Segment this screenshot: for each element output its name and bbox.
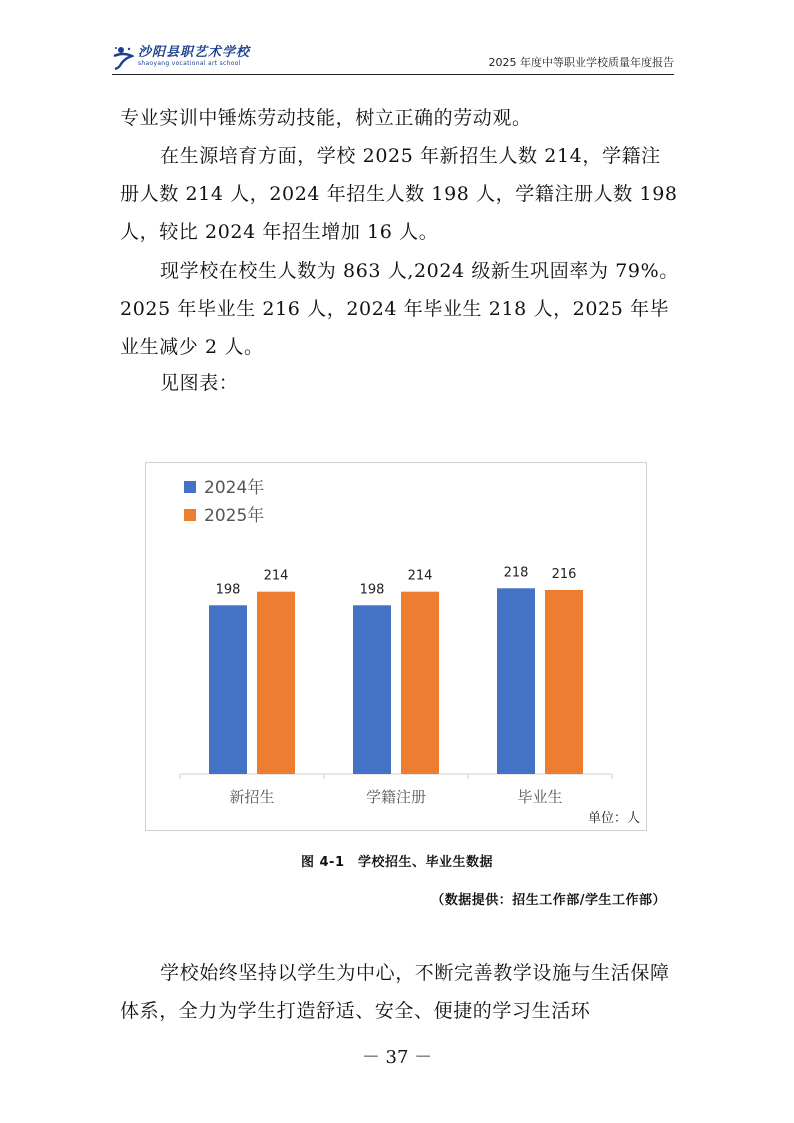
category-label: 毕业生: [517, 788, 563, 806]
logo-name: 沙阳县职艺术学校: [138, 45, 251, 60]
legend-label-0: 2024年: [204, 478, 265, 498]
paragraph-students: 现学校在校生人数为 863 人,2024 级新生巩固率为 79%。2025 年毕业生 216 人，2024 年毕业生 218 人，2025 年毕业生减少 2 人。: [120, 260, 679, 358]
enrollment-chart: [145, 462, 647, 831]
legend-swatch-0: [184, 481, 196, 493]
paragraph-enrollment: 在生源培育方面，学校 2025 年新招生人数 214，学籍注册人数 214 人，2024 年招生人数 198 人，学籍注册人数 198 人，较比 2024 年招生增加 16 人。: [120, 145, 678, 243]
data-label: 198: [215, 582, 241, 598]
paragraph-facilities: 学校始终坚持以学生为中心，不断完善教学设施与生活保障体系，全力为学生打造舒适、安全、便捷的学习生活环: [120, 962, 670, 1022]
legend-label-1: 2025年: [204, 506, 265, 526]
data-label: 198: [359, 582, 385, 598]
data-label: 218: [503, 565, 529, 581]
paragraph-labor: 专业实训中锤炼劳动技能，树立正确的劳动观。: [120, 107, 532, 129]
category-label: 学籍注册: [365, 788, 427, 806]
report-title: 2025 年度中等职业学校质量年度报告: [488, 56, 674, 69]
data-label: 216: [551, 566, 577, 582]
bar-2-0: [497, 588, 535, 774]
legend-swatch-1: [184, 509, 196, 521]
page-number: － 37 －: [361, 1047, 433, 1068]
chart-canvas: [146, 463, 646, 830]
bar-1-1: [401, 592, 439, 774]
data-label: 214: [407, 568, 433, 584]
figure-caption: 图 4-1 学校招生、毕业生数据: [300, 855, 493, 870]
bar-2-1: [545, 590, 583, 774]
data-label: 214: [263, 568, 289, 584]
bar-0-0: [209, 605, 247, 774]
bar-0-1: [257, 592, 295, 774]
page-header: [112, 40, 674, 75]
logo-english-name: shaoyang vocational art school: [138, 60, 241, 67]
school-logo: [112, 42, 250, 72]
category-label: 新招生: [229, 788, 275, 806]
data-source: （数据提供：招生工作部/学生工作部）: [431, 893, 666, 908]
paragraph-see-chart: 见图表：: [160, 372, 239, 394]
logo-emblem-icon: [112, 44, 134, 70]
unit-label: 单位：人: [587, 811, 640, 826]
bar-1-0: [353, 605, 391, 774]
